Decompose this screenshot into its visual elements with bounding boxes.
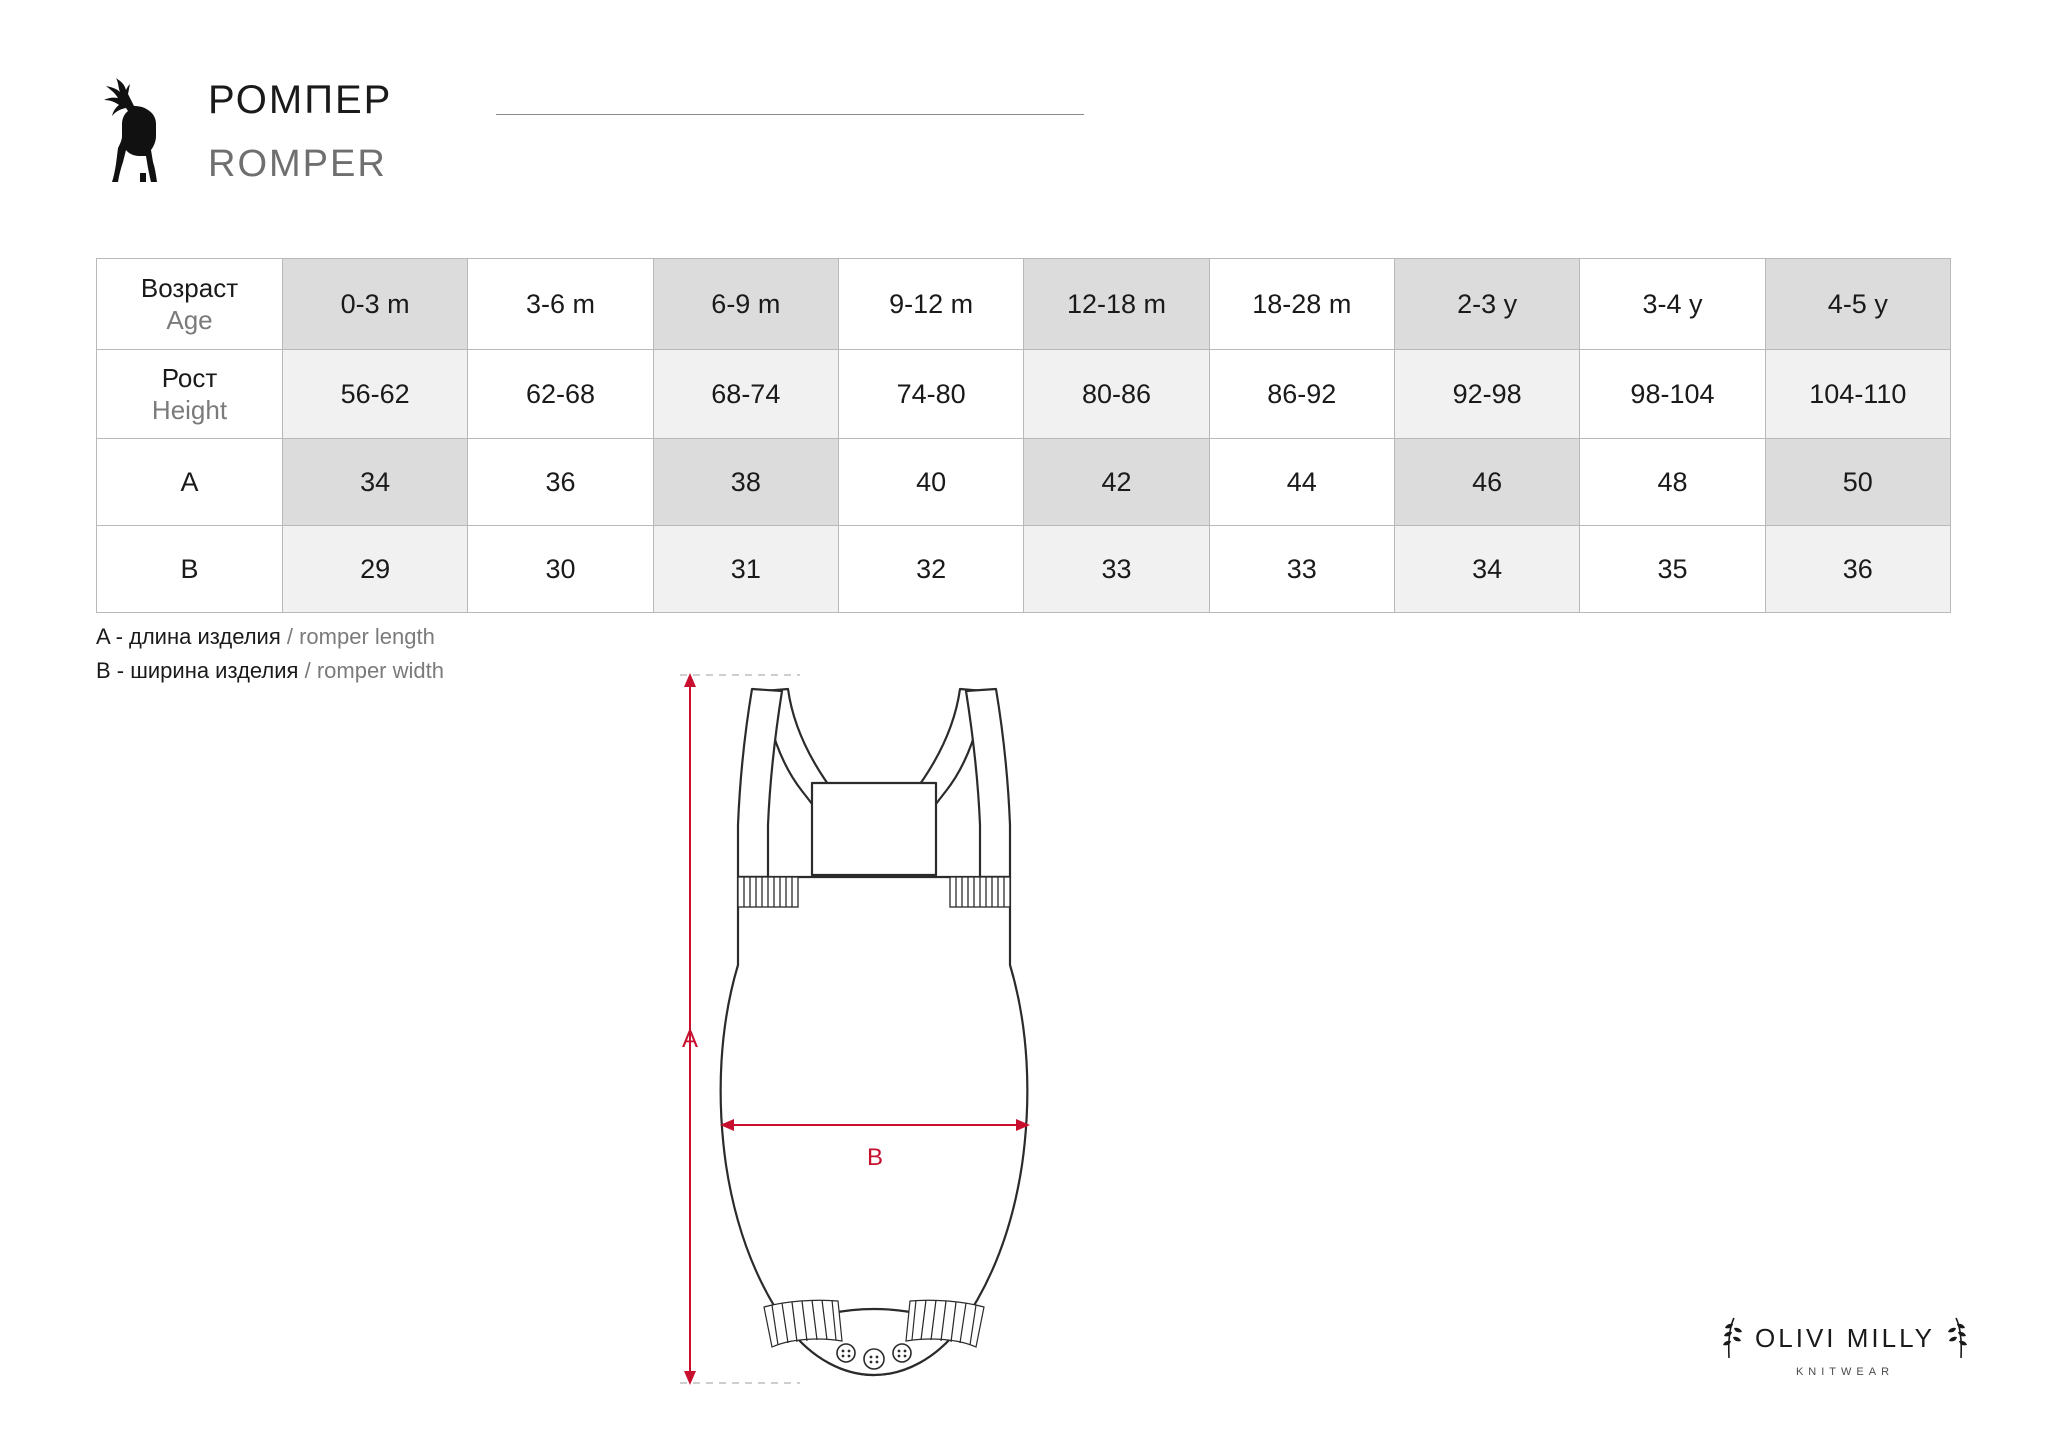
legend-line-a <box>96 620 444 654</box>
table-row-age <box>97 259 1951 350</box>
dimension-label-b: B <box>866 1144 884 1171</box>
cell-a-3: 40 <box>838 439 1023 526</box>
size-table-wrapper <box>96 258 1951 613</box>
cell-age-0: 0-3 m <box>283 259 468 350</box>
table-row-b <box>97 526 1951 613</box>
page-title-en: ROMPER <box>208 143 387 185</box>
cell-age-7: 3-4 y <box>1580 259 1765 350</box>
cell-age-8: 4-5 y <box>1765 259 1950 350</box>
cell-height-8: 104-110 <box>1765 350 1950 439</box>
cell-b-2: 31 <box>653 526 838 613</box>
row-header-a: A <box>97 439 283 526</box>
cell-age-5: 18-28 m <box>1209 259 1394 350</box>
row-header-height-en: Height <box>151 395 228 425</box>
cell-b-1: 30 <box>468 526 653 613</box>
legend <box>96 620 444 688</box>
cell-a-4: 42 <box>1024 439 1209 526</box>
cell-height-1: 62-68 <box>468 350 653 439</box>
waist-ribbing-left <box>738 877 798 907</box>
romper-illustration <box>660 665 1280 1395</box>
page-title-ru: РОМПЕР <box>208 78 393 122</box>
cell-b-5: 33 <box>1209 526 1394 613</box>
legend-line-b <box>96 654 444 688</box>
cell-age-4: 12-18 m <box>1024 259 1209 350</box>
leg-ribbing-left <box>764 1300 842 1347</box>
cell-b-7: 35 <box>1580 526 1765 613</box>
leg-ribbing-right <box>906 1300 984 1347</box>
cell-a-5: 44 <box>1209 439 1394 526</box>
legend-b-en: / romper width <box>304 658 444 684</box>
brand-subtitle: KNITWEAR <box>1795 1366 1895 1378</box>
cell-age-1: 3-6 m <box>468 259 653 350</box>
cell-b-6: 34 <box>1394 526 1579 613</box>
title-divider <box>496 114 1084 115</box>
row-header-age-en: Age <box>166 305 213 335</box>
legend-a-ru: A - длина изделия <box>96 624 281 649</box>
brand-logo <box>1720 1316 1970 1396</box>
cell-b-3: 32 <box>838 526 1023 613</box>
cell-b-0: 29 <box>283 526 468 613</box>
cell-age-3: 9-12 m <box>838 259 1023 350</box>
waist-ribbing-right <box>950 877 1010 907</box>
cell-a-6: 46 <box>1394 439 1579 526</box>
cell-height-7: 98-104 <box>1580 350 1765 439</box>
cell-a-1: 36 <box>468 439 653 526</box>
cell-height-6: 92-98 <box>1394 350 1579 439</box>
cell-age-2: 6-9 m <box>653 259 838 350</box>
romper-outline <box>721 689 1028 1375</box>
cell-height-5: 86-92 <box>1209 350 1394 439</box>
cell-height-0: 56-62 <box>283 350 468 439</box>
cell-a-0: 34 <box>283 439 468 526</box>
deer-icon <box>96 78 176 188</box>
row-header-b: B <box>97 526 283 613</box>
cell-a-7: 48 <box>1580 439 1765 526</box>
cell-height-3: 74-80 <box>838 350 1023 439</box>
size-table <box>96 258 1951 613</box>
row-header-height-ru: Рост <box>161 362 218 393</box>
row-header-height <box>97 350 283 439</box>
cell-a-2: 38 <box>653 439 838 526</box>
row-header-age <box>97 259 283 350</box>
laurel-right-icon <box>1945 1316 1969 1360</box>
legend-a-en: / romper length <box>286 624 435 649</box>
table-row-a <box>97 439 1951 526</box>
cell-b-8: 36 <box>1765 526 1950 613</box>
cell-height-4: 80-86 <box>1024 350 1209 439</box>
cell-a-8: 50 <box>1765 439 1950 526</box>
page-header <box>96 78 996 208</box>
laurel-left-icon <box>1721 1316 1745 1360</box>
dimension-label-a: A <box>681 1026 699 1053</box>
cell-height-2: 68-74 <box>653 350 838 439</box>
cell-age-6: 2-3 y <box>1394 259 1579 350</box>
row-header-age-ru: Возраст <box>140 272 239 303</box>
legend-b-ru: B - ширина изделия <box>96 658 299 684</box>
brand-name: OLIVI MILLY <box>1755 1322 1935 1353</box>
cell-b-4: 33 <box>1024 526 1209 613</box>
table-row-height <box>97 350 1951 439</box>
